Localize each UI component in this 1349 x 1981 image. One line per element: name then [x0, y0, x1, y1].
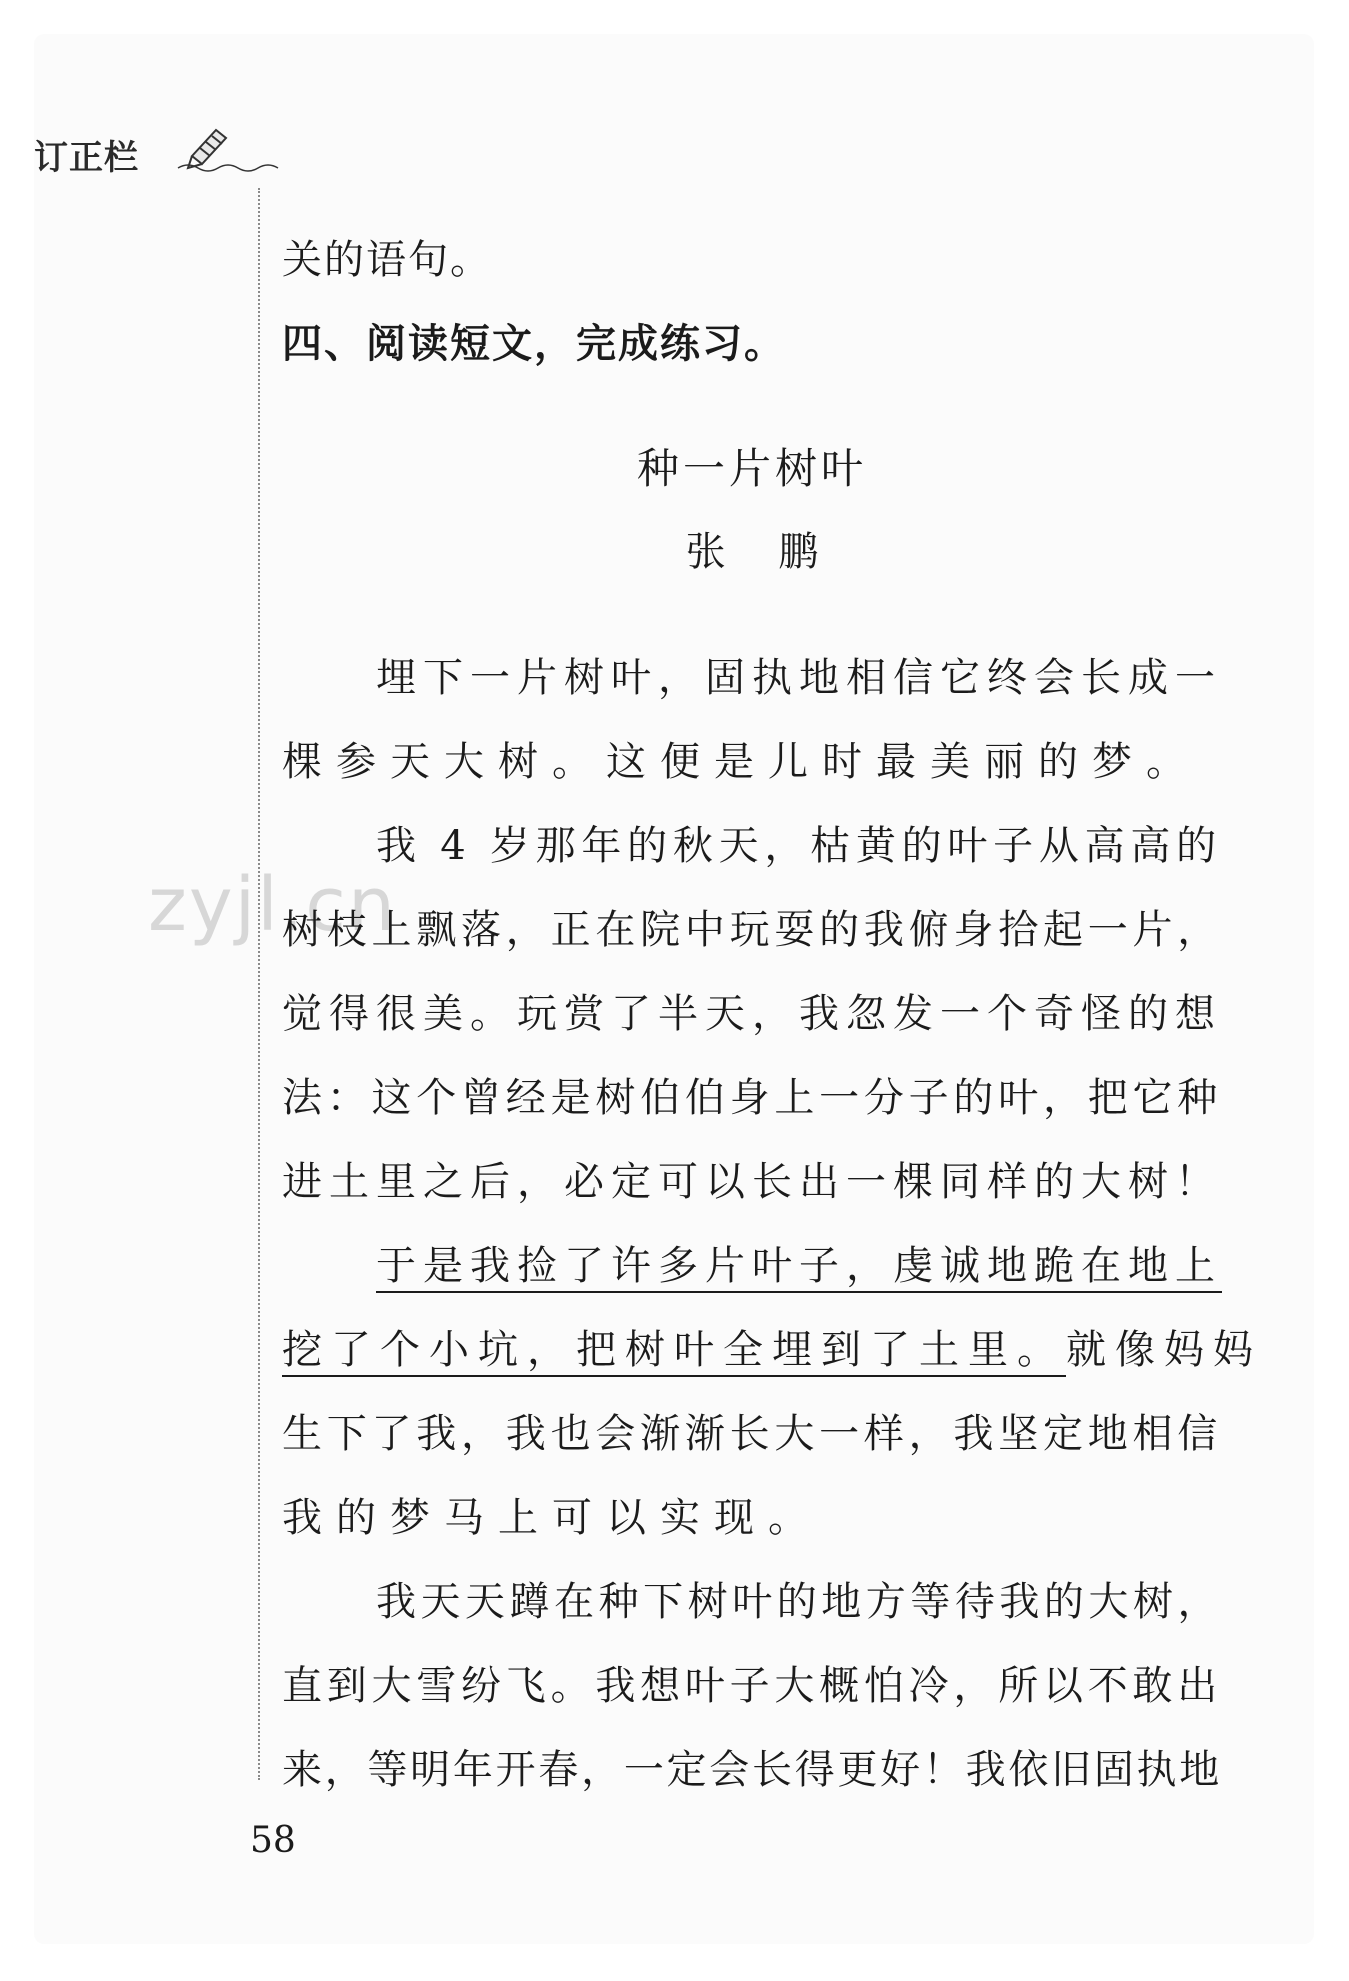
- page-number: 58: [250, 1820, 296, 1861]
- paragraph-2-line-1: 我 4 岁那年的秋天，枯黄的叶子从高高的: [376, 823, 1222, 869]
- paragraph-3-underlined-sentence-end: 挖了个小坑，把树叶全埋到了土里。: [282, 1327, 1066, 1373]
- paragraph-4-line-1: 我天天蹲在种下树叶的地方等待我的大树，: [376, 1579, 1222, 1625]
- paragraph-3-line-1-underlined: 于是我捡了许多片叶子，虔诚地跪在地上: [376, 1243, 1222, 1289]
- paragraph-3-line-3: 生下了我，我也会渐渐长大一样，我坚定地相信: [282, 1411, 1222, 1457]
- correction-column-label: 订正栏: [34, 138, 139, 178]
- paragraph-3-line-4: 我的梦马上可以实现。: [282, 1495, 822, 1541]
- passage-title: 种一片树叶: [636, 444, 867, 493]
- pencil-icon: [164, 118, 284, 178]
- previous-question-tail: 关的语句。: [282, 237, 492, 283]
- paragraph-3-line-2: [282, 1318, 1262, 1375]
- watermark: zyjl.cn: [148, 862, 397, 948]
- paragraph-4-line-2: 直到大雪纷飞。我想叶子大概怕冷，所以不敢出: [282, 1663, 1222, 1709]
- paragraph-2-line-4: 法：这个曾经是树伯伯身上一分子的叶，把它种: [282, 1075, 1222, 1121]
- passage-author: 张 鹏: [685, 529, 819, 575]
- paragraph-2-line-5: 进土里之后，必定可以长出一棵同样的大树！: [282, 1159, 1222, 1205]
- paragraph-1-line-2: 棵参天大树。这便是儿时最美丽的梦。: [282, 739, 1200, 785]
- section-heading: 四、阅读短文，完成练习。: [282, 321, 786, 367]
- paragraph-2-line-2: 树枝上飘落，正在院中玩耍的我俯身拾起一片，: [282, 907, 1222, 953]
- paragraph-4-line-3: 来，等明年开春，一定会长得更好！我依旧固执地: [282, 1747, 1222, 1793]
- margin-divider: [258, 188, 260, 1780]
- paragraph-1-line-1: 埋下一片树叶，固执地相信它终会长成一: [376, 655, 1222, 701]
- correction-column-header: [34, 130, 264, 180]
- paragraph-2-line-3: 觉得很美。玩赏了半天，我忽发一个奇怪的想: [282, 991, 1222, 1037]
- paragraph-3-line-2-rest: 就像妈妈: [1066, 1327, 1262, 1373]
